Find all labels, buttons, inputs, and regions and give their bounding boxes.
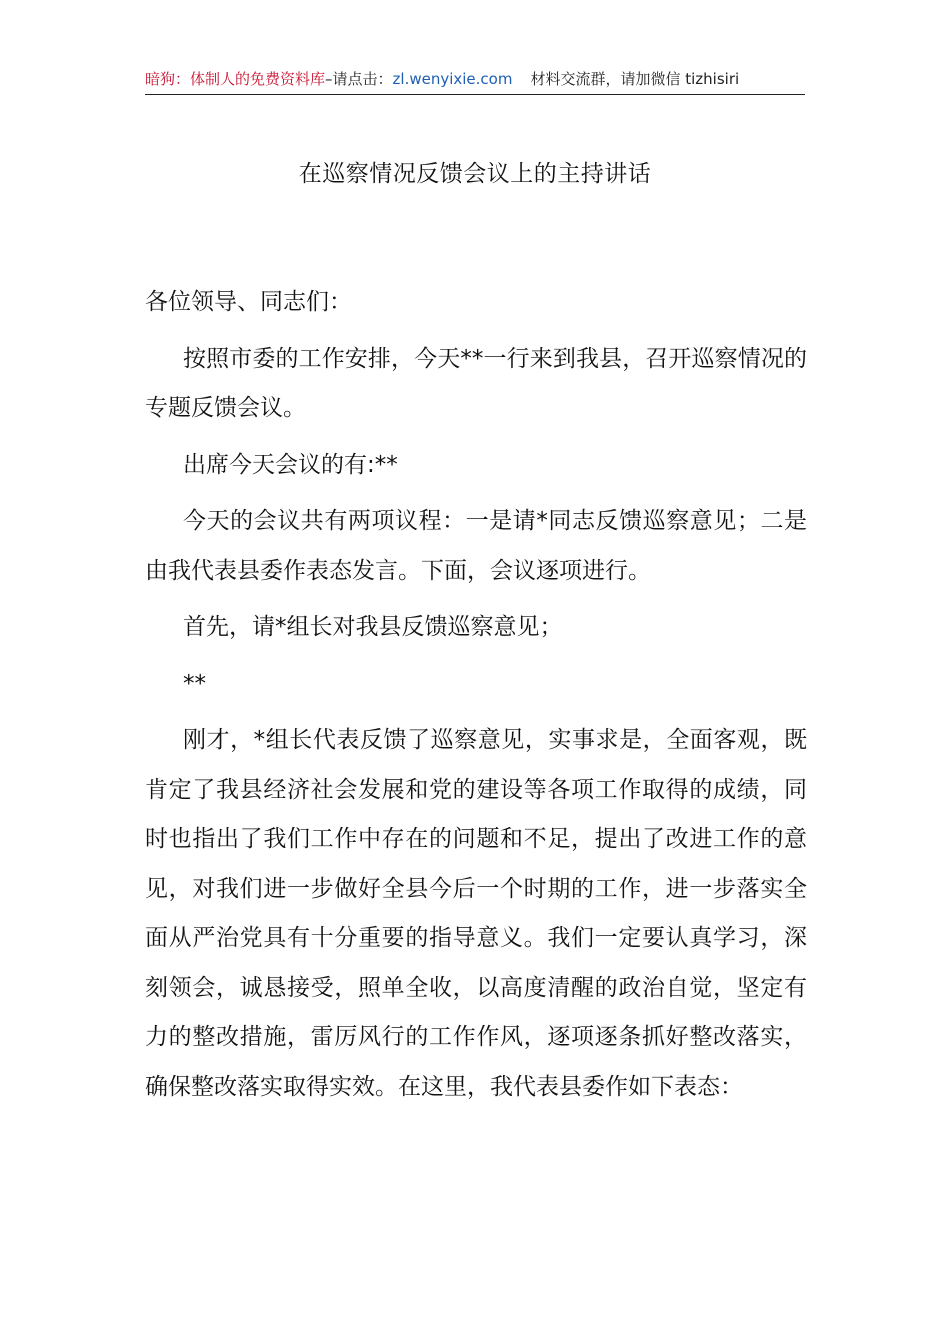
- salutation: 各位领导、同志们：: [145, 289, 352, 315]
- paragraph: 首先，请*组长对我县反馈巡察意见；: [183, 614, 563, 640]
- document-body: [145, 278, 807, 1119]
- paragraph: 今天的会议共有两项议程：一是请*同志反馈巡察意见；二是由我代表县委作表态发言。下面，会议逐项进行。: [145, 508, 807, 584]
- paragraph: 按照市委的工作安排，今天**一行来到我县，召开巡察情况的专题反馈会议。: [145, 345, 807, 421]
- paragraph: **: [183, 670, 206, 697]
- header-group-info: 材料交流群，请加微信 tizhisiri: [530, 70, 740, 88]
- document-title: 在巡察情况反馈会议上的主持讲话: [298, 161, 652, 187]
- header-url-link[interactable]: zl.wenyixie.com: [392, 70, 513, 88]
- header-click-prompt: –请点击：: [325, 70, 393, 88]
- page-header: [145, 68, 805, 95]
- header-brand: 暗狗：体制人的免费资料库: [145, 70, 326, 88]
- paragraph: 出席今天会议的有:**: [183, 451, 398, 478]
- paragraph: 刚才，*组长代表反馈了巡察意见，实事求是，全面客观，既肯定了我县经济社会发展和党的建设等各项工作取得的成绩，同时也指出了我们工作中存在的问题和不足，提出了改进工作的意见，对我们进一步做好全县今后一个时期的工作，进一步落实全面从严治党具有十分重要的指导意义。我们一定要认真学习，深刻领会，诚恳接受，照单全收，以高度清醒的政治自觉，坚定有力的整改措施，雷厉风行的工作作风，逐项逐条抓好整改落实，确保整改落实取得实效。在这里，我代表县委作如下表态：: [145, 727, 807, 1100]
